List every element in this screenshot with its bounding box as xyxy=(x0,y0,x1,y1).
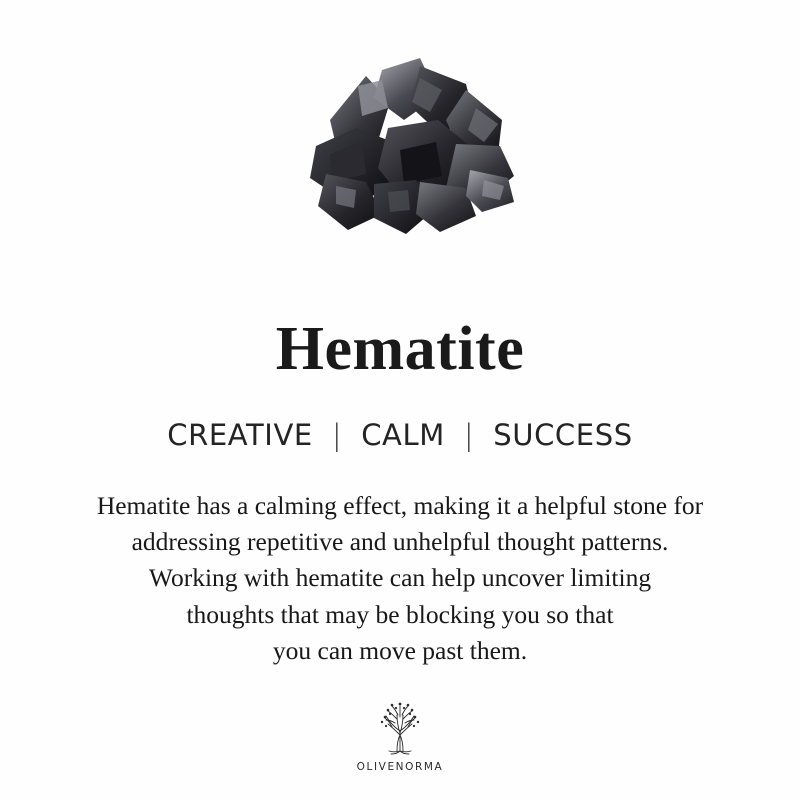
keyword-separator: | xyxy=(463,418,475,452)
description-line: thoughts that may be blocking you so that xyxy=(186,599,614,629)
description-line: addressing repetitive and unhelpful thought patterns. xyxy=(131,527,669,557)
keyword-list xyxy=(165,418,634,452)
page-title: Hematite xyxy=(275,315,525,383)
brand-logo xyxy=(357,697,444,773)
description-line: you can move past them. xyxy=(272,635,528,665)
hematite-crystal-illustration xyxy=(270,50,530,250)
keyword-success: SUCCESS xyxy=(493,418,633,452)
description-text xyxy=(30,488,770,669)
description-line: Hematite has a calming effect, making it a helpful stone for xyxy=(96,491,704,520)
keyword-creative: CREATIVE xyxy=(167,418,313,452)
stone-image-area xyxy=(0,0,800,300)
keyword-separator: | xyxy=(331,418,343,452)
description-line: Working with hematite can help uncover limiting xyxy=(148,563,652,593)
brand-wordmark: OLIVENORMA xyxy=(356,761,444,774)
hematite-crystal-image xyxy=(270,50,530,250)
keyword-calm: CALM xyxy=(361,418,445,452)
tree-of-life-icon xyxy=(370,697,430,759)
